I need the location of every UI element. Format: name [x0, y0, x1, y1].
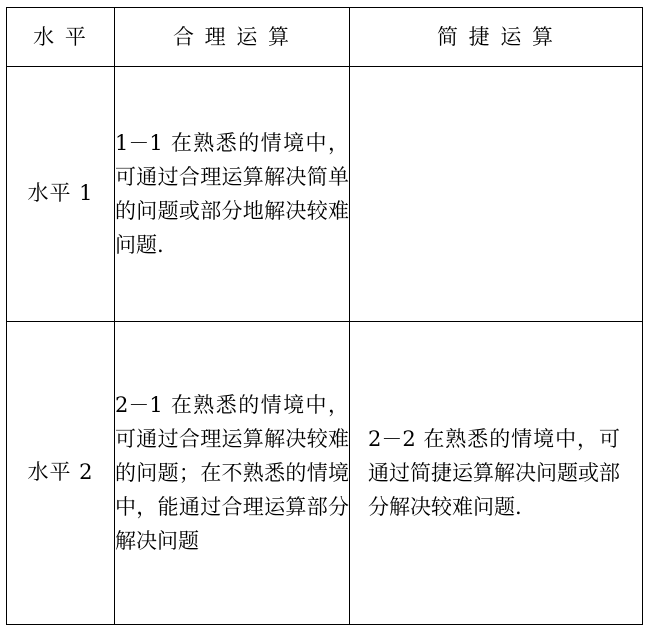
header-cell-reasonable	[115, 8, 350, 67]
cell-level-1	[7, 67, 115, 321]
paragraph-simple-2: 2－2 在熟悉的情境中，可通过简捷运算解决问题或部分解决较难问题.	[368, 426, 620, 519]
paragraph-reasonable-1: 1－1 在熟悉的情境中，可通过合理运算解决简单的问题或部分地解决较难问题.	[115, 130, 349, 257]
cell-reasonable-1	[115, 67, 350, 321]
paragraph-reasonable-2: 2－1 在熟悉的情境中，可通过合理运算解决较难的问题；在不熟悉的情境中，能通过合理运算部分解决问题	[115, 392, 349, 553]
table-header-row	[7, 8, 643, 67]
table-row	[7, 321, 643, 624]
level-label-2: 水平 2	[27, 460, 94, 485]
cell-simple-1	[350, 67, 643, 321]
header-label-reasonable: 合 理 运 算	[172, 24, 292, 49]
cell-simple-2	[350, 321, 643, 624]
table-row	[7, 67, 643, 321]
header-label-simple: 简 捷 运 算	[436, 24, 556, 49]
level-label-1: 水平 1	[27, 181, 94, 206]
cell-level-2	[7, 321, 115, 624]
levels-table	[6, 7, 643, 625]
header-cell-level	[7, 8, 115, 67]
cell-reasonable-2	[115, 321, 350, 624]
header-cell-simple	[350, 8, 643, 67]
header-label-level: 水 平	[33, 24, 88, 49]
